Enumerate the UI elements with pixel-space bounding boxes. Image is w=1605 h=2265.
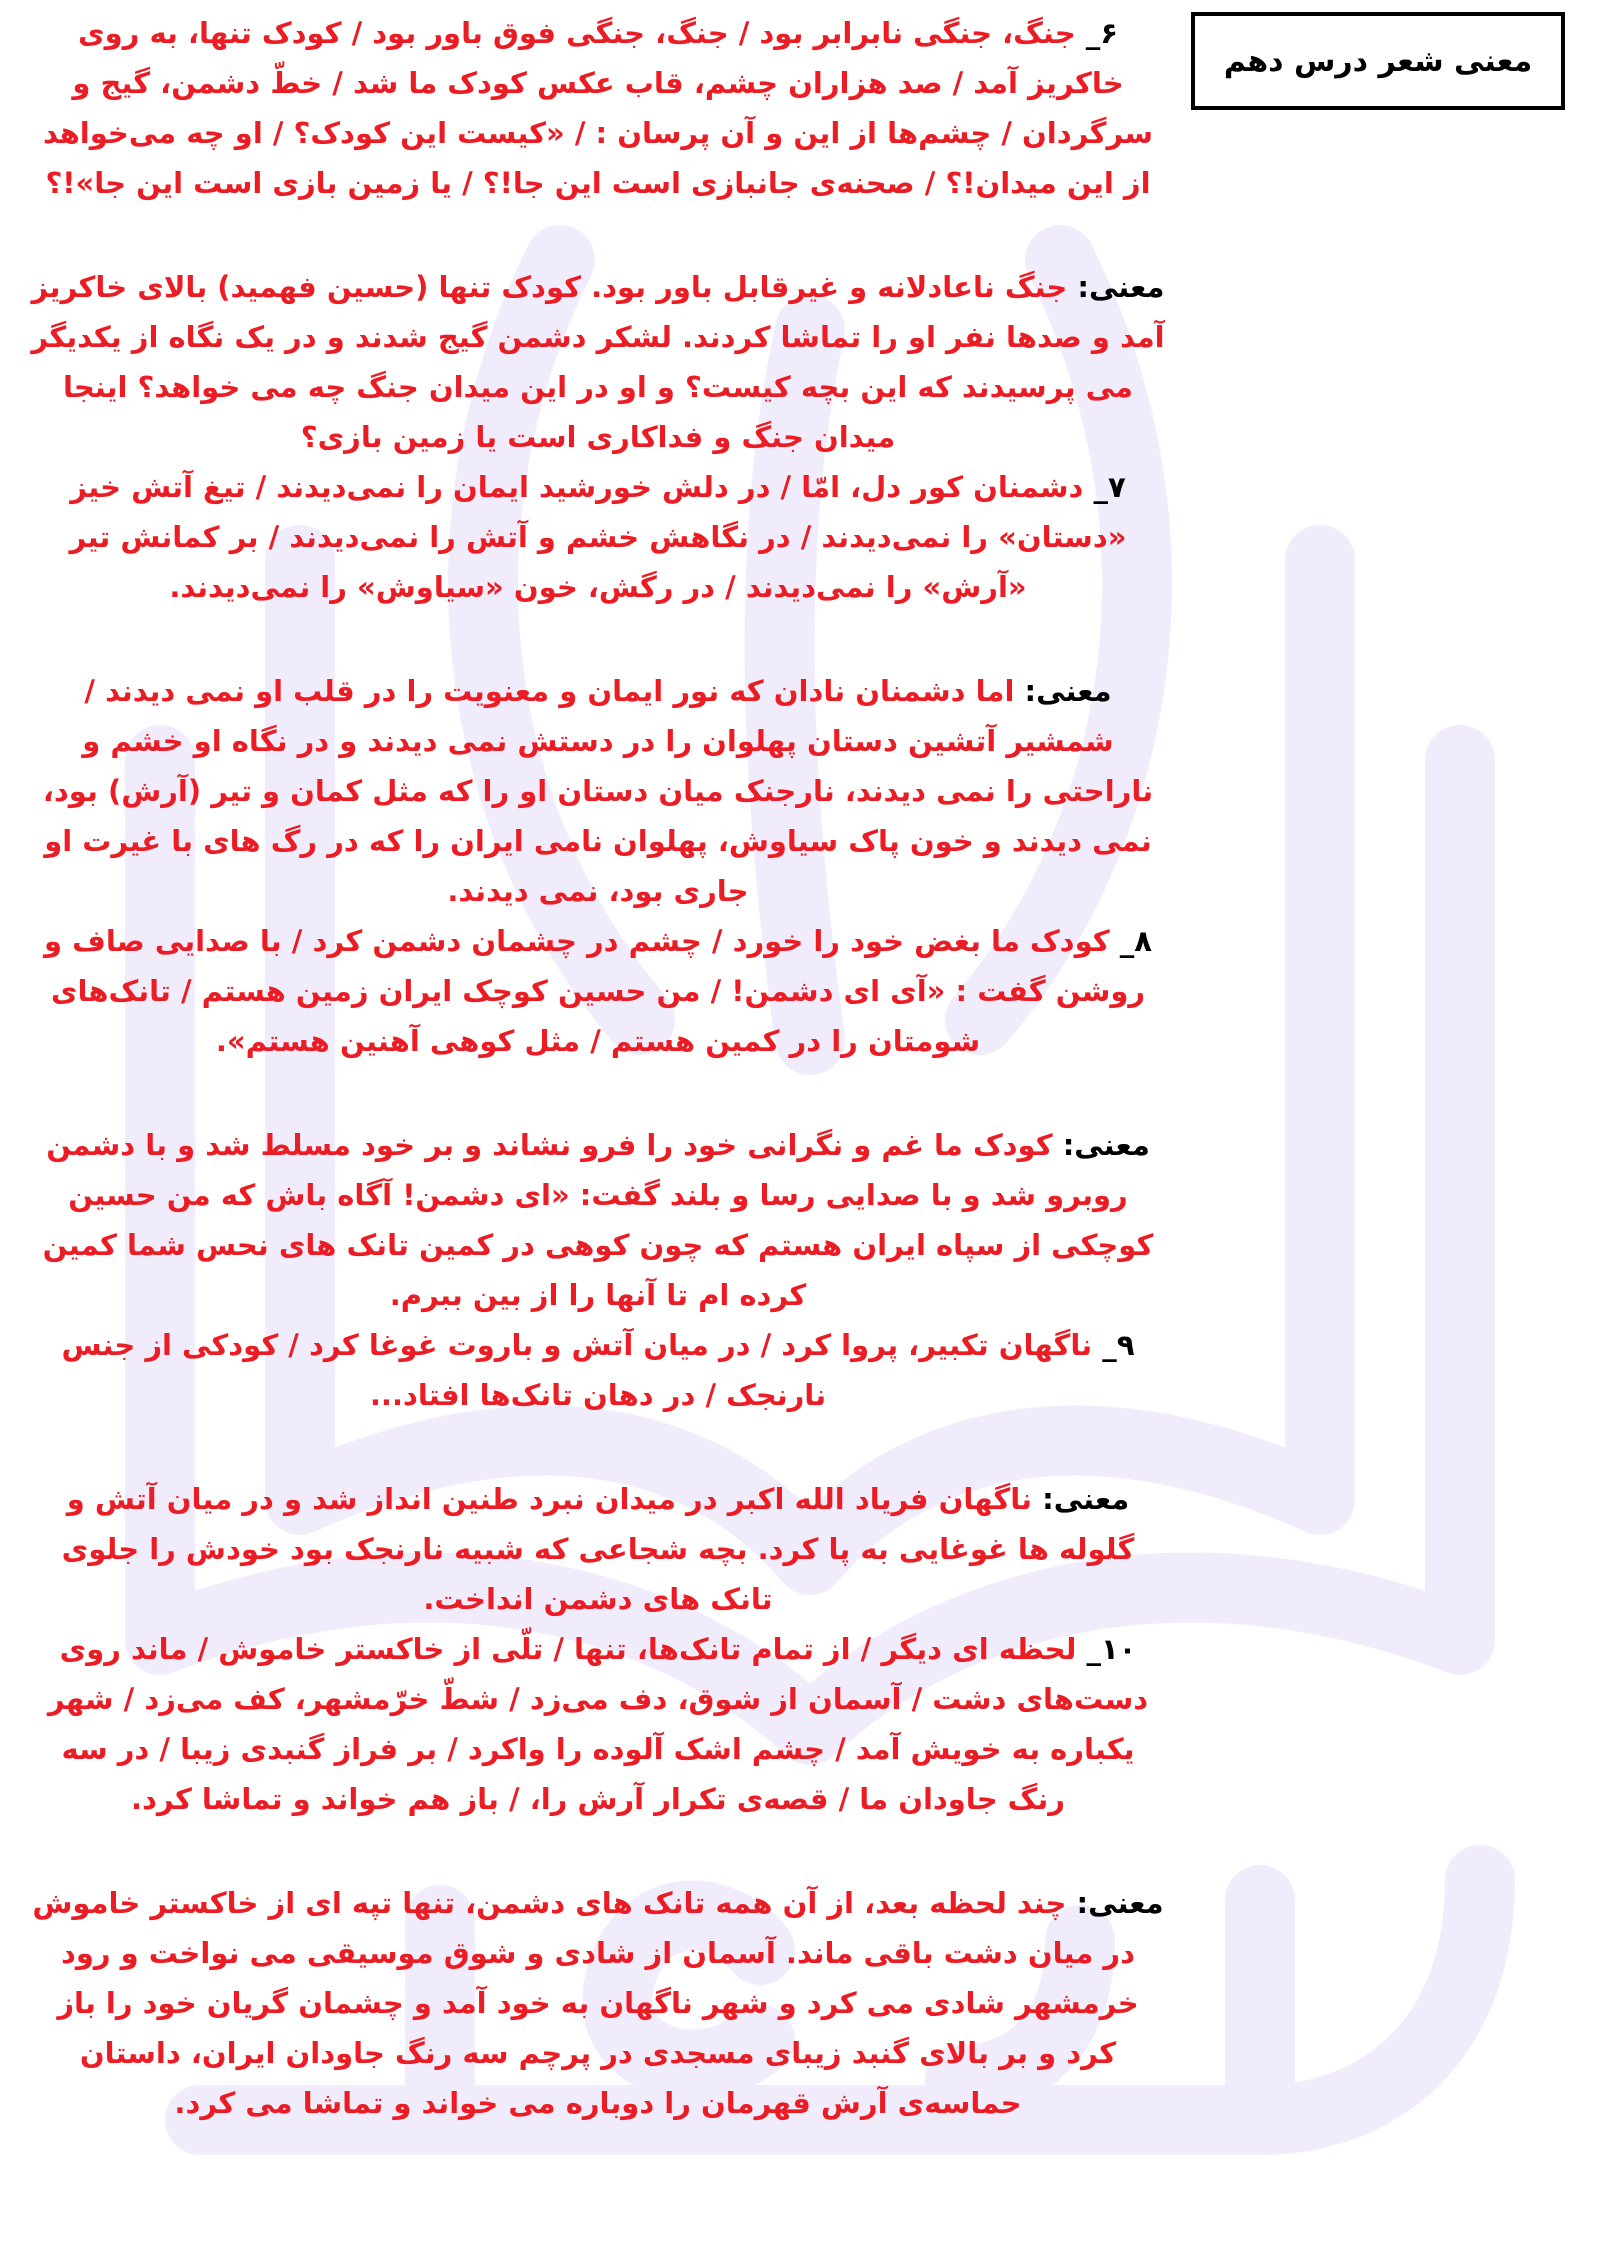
meaning-8 xyxy=(28,1120,1168,1320)
verse-9-number: ۹_ xyxy=(1092,1328,1135,1362)
verse-8 xyxy=(28,916,1168,1066)
meaning-8-label: معنی: xyxy=(1052,1128,1150,1162)
meaning-9 xyxy=(28,1474,1168,1624)
verse-6-text: جنگ، جنگی نابرابر بود / جنگ، جنگی فوق باور بود / کودک تنها، به روی خاکریز آمد / صد هزاران چشم، قاب عکس کودک ما شد / خطّ دشمن، گیج و سرگردان / چشم‌ها از این و آن پرسان : / «کیست این کودک؟ / او چه می‌خواهد از این میدان!؟ / صحنه‌ی جانبازی است این جا!؟ / یا زمین بازی است این جا»!؟ xyxy=(42,16,1154,200)
meaning-7-label: معنی: xyxy=(1014,674,1112,708)
verse-10-text: لحظه ای دیگر / از تمام تانک‌ها، تنها / تلّی از خاکستر خاموش / ماند روی دست‌های دشت / آسمان از شوق، دف می‌زد / شطّ خرّمشهر، کف می‌زد / شهر یکباره به خویش آمد / چشم اشک آلوده را واکرد / بر فراز گنبدی زیبا / در سه رنگ جاودان ما / قصه‌ی تکرار آرش را، / باز هم خواند و تماشا کرد. xyxy=(47,1632,1149,1816)
page-title: معنی شعر درس دهم xyxy=(1223,43,1533,79)
meaning-7-text: اما دشمنان نادان که نور ایمان و معنویت را در قلب او نمی دیدند / شمشیر آتشین دستان پهلوان را در دستش نمی دیدند و در نگاه او خشم و ناراحتی را نمی دیدند، نارجنک میان دستان او را که مثل کمان و تیر (آرش) بود، نمی دیدند و خون پاک سیاوش، پهلوان نامی ایران را که در رگ های با غیرت او جاری بود، نمی دیدند. xyxy=(42,674,1154,908)
spacer xyxy=(28,1824,1168,1878)
poem-content xyxy=(28,0,1168,2128)
spacer xyxy=(28,1066,1168,1120)
verse-6-number: ۶_ xyxy=(1075,16,1118,50)
meaning-10-text: چند لحظه بعد، از آن همه تانک های دشمن، تنها تپه ای از خاکستر خاموش در میان دشت باقی ماند. آسمان از شادی و شوق موسیقی می نواخت و رود خرمشهر شادی می کرد و شهر ناگهان به خود آمد و چشمان گریان خود را باز کرد و بر بالای گنبد زیبای مسجدی در پرچم سه رنگ جاودان ایران، داستان حماسه‌ی آرش قهرمان را دوباره می خواند و تماشا می کرد. xyxy=(32,1886,1139,2120)
meaning-6-label: معنی: xyxy=(1067,270,1165,304)
verse-7-text: دشمنان کور دل، امّا / در دلش خورشید ایمان را نمی‌دیدند / تیغ آتش خیز «دستان» را نمی‌دیدند / در نگاهش خشم و آتش را نمی‌دیدند / بر کمانش تیر «آرش» را نمی‌دیدند / در رگش، خون «سیاوش» را نمی‌دیدند. xyxy=(69,470,1127,604)
meaning-6-text: جنگ ناعادلانه و غیرقابل باور بود. کودک تنها (حسین فهمید) بالای خاکریز آمد و صدها نفر او را تماشا کردند. لشکر دشمن گیج شدند و در یک نگاه از یکدیگر می پرسیدند که این بچه کیست؟ و او در این میدان جنگ چه می خواهد؟ اینجا میدان جنگ و فداکاری است یا زمین بازی؟ xyxy=(31,270,1165,454)
meaning-8-text: کودک ما غم و نگرانی خود را فرو نشاند و بر خود مسلط شد و با دشمن روبرو شد و با صدایی رسا و بلند گفت: «ای دشمن! آگاه باش که من حسین کوچکی از سپاه ایران هستم که چون کوهی در کمین تانک های نحس شما کمین کرده ام تا آنها را از بین ببرم. xyxy=(42,1128,1154,1312)
meaning-9-text: ناگهان فریاد الله اکبر در میدان نبرد طنین انداز شد و در میان آتش و گلوله ها غوغایی به پا کرد. بچه شجاعی که شبیه نارنجک بود خودش را جلوی تانک های دشمن انداخت. xyxy=(61,1482,1135,1616)
verse-9-text: ناگهان تکبیر، پروا کرد / در میان آتش و باروت غوغا کرد / کودکی از جنس نارنجک / در دهان تانک‌ها افتاد... xyxy=(61,1328,1093,1412)
verse-10-number: ۱۰_ xyxy=(1076,1632,1137,1666)
meaning-10-label: معنی: xyxy=(1066,1886,1164,1920)
spacer xyxy=(28,612,1168,666)
verse-6 xyxy=(28,8,1168,208)
meaning-10 xyxy=(28,1878,1168,2128)
lesson-title-box xyxy=(1191,12,1565,110)
verse-8-number: ۸_ xyxy=(1109,924,1152,958)
meaning-9-label: معنی: xyxy=(1032,1482,1130,1516)
verse-8-text: کودک ما بغض خود را خورد / چشم در چشمان دشمن کرد / با صدایی صاف و روشن گفت : «آی ای دشمن! / من حسین کوچک ایران زمین هستم / تانک‌های شومتان را در کمین هستم / مثل کوهی آهنین هستم». xyxy=(44,924,1146,1058)
verse-10 xyxy=(28,1624,1168,1824)
spacer xyxy=(28,1420,1168,1474)
verse-9 xyxy=(28,1320,1168,1420)
meaning-6 xyxy=(28,262,1168,462)
spacer xyxy=(28,208,1168,262)
verse-7 xyxy=(28,462,1168,612)
verse-7-number: ۷_ xyxy=(1083,470,1126,504)
meaning-7 xyxy=(28,666,1168,916)
